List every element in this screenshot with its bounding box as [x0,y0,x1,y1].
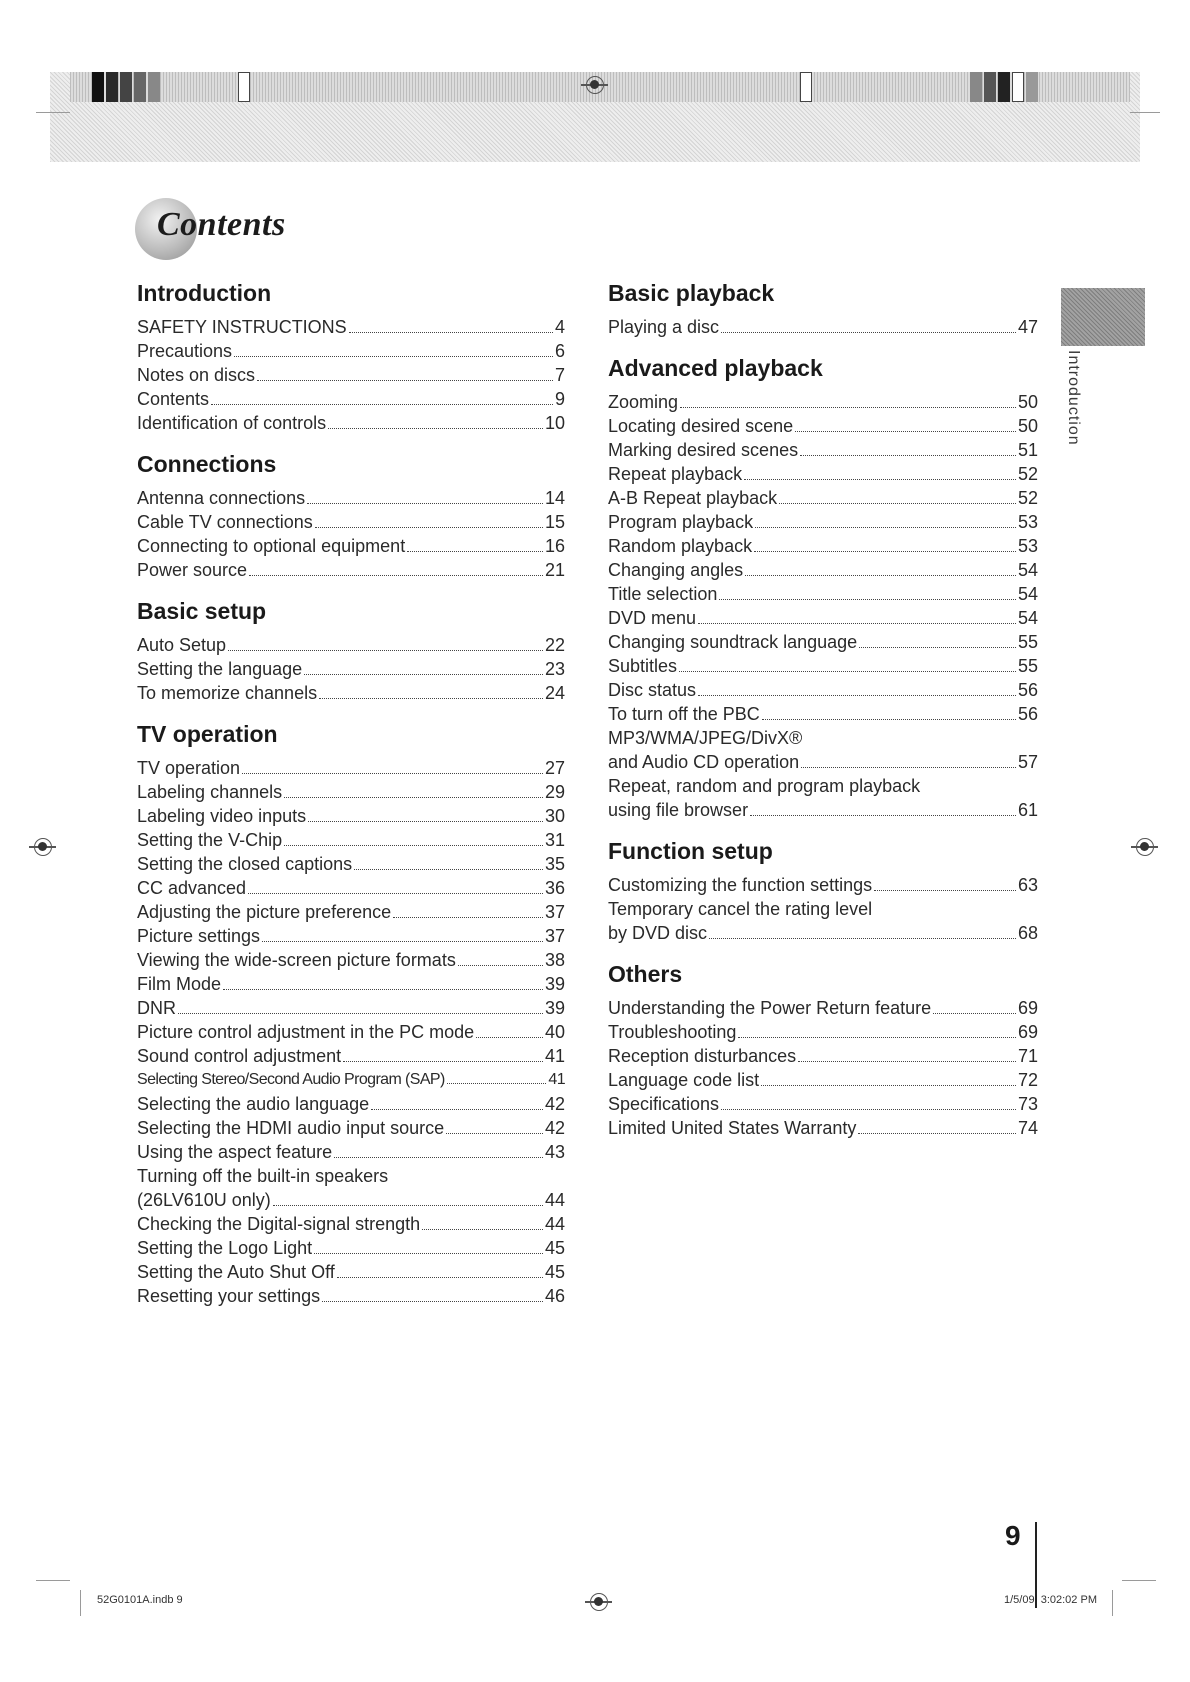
toc-entry[interactable]: Limited United States Warranty 74 [608,1118,1038,1138]
toc-entry[interactable]: Auto Setup 22 [137,635,565,655]
toc-entry[interactable]: Program playback 53 [608,512,1038,532]
toc-entry[interactable]: Subtitles 55 [608,656,1038,676]
toc-entry[interactable]: Zooming 50 [608,392,1038,412]
toc-entry[interactable]: Language code list 72 [608,1070,1038,1090]
toc-entry[interactable]: Random playback 53 [608,536,1038,556]
toc-entry[interactable]: Power source 21 [137,560,565,580]
toc-entry[interactable]: A-B Repeat playback 52 [608,488,1038,508]
toc-entry[interactable]: Cable TV connections 15 [137,512,565,532]
toc-entry[interactable]: DVD menu 54 [608,608,1038,628]
toc-entry[interactable]: Identification of controls 10 [137,413,565,433]
toc-entry[interactable]: (26LV610U only) 44 [137,1190,565,1210]
toc-entry[interactable]: Picture control adjustment in the PC mode 40 [137,1022,565,1042]
toc-entry[interactable]: Title selection 54 [608,584,1038,604]
toc-entry[interactable]: Specifications 73 [608,1094,1038,1114]
toc-section-others [608,959,1038,1140]
toc-entry[interactable]: Changing angles 54 [608,560,1038,580]
trim-line-bottom-right-vert [1112,1590,1113,1616]
toc-entry[interactable]: Reception disturbances 71 [608,1046,1038,1066]
toc-entry[interactable]: Setting the Logo Light 45 [137,1238,565,1258]
toc-section-basic-playback [608,278,1038,339]
toc-entry[interactable]: Setting the closed captions 35 [137,854,565,874]
toc-entry[interactable]: Using the aspect feature 43 [137,1142,565,1162]
toc-entry[interactable]: TV operation 27 [137,758,565,778]
trim-line-top-right [1130,112,1160,113]
toc-entry[interactable]: Connecting to optional equipment 16 [137,536,565,556]
trim-line-top-left [36,112,70,113]
toc-section-introduction [137,278,565,435]
toc-entry[interactable]: Locating desired scene 50 [608,416,1038,436]
section-heading: Connections [137,451,277,477]
toc-entry[interactable]: Viewing the wide-screen picture formats 38 [137,950,565,970]
toc-entry[interactable]: Picture settings 37 [137,926,565,946]
toc-entry[interactable]: Checking the Digital-signal strength 44 [137,1214,565,1234]
toc-entry[interactable]: Setting the Auto Shut Off 45 [137,1262,565,1282]
toc-entry[interactable]: Playing a disc 47 [608,317,1038,337]
toc-entry[interactable]: MP3/WMA/JPEG/DivX® [608,728,803,748]
toc-entry[interactable]: Sound control adjustment 41 [137,1046,565,1066]
toc-entry[interactable]: Understanding the Power Return feature 69 [608,998,1038,1018]
toc-entry[interactable]: Disc status 56 [608,680,1038,700]
registration-mark-right [1136,838,1154,856]
page-number: 9 [1005,1520,1021,1551]
chapter-side-label: Introduction [1065,350,1082,446]
trim-line-bottom-left [36,1580,70,1581]
section-heading: Basic setup [137,598,267,624]
toc-entry[interactable]: Adjusting the picture preference 37 [137,902,565,922]
toc-entry[interactable]: Turning off the built-in speakers [137,1166,389,1186]
toc-entry[interactable]: Selecting the HDMI audio input source 42 [137,1118,565,1138]
toc-entry[interactable]: Precautions 6 [137,341,565,361]
toc-entry[interactable]: To memorize channels 24 [137,683,565,703]
chapter-side-tab [1061,288,1145,346]
section-heading: TV operation [137,721,278,747]
toc-entry[interactable]: and Audio CD operation 57 [608,752,1038,772]
toc-entry[interactable]: SAFETY INSTRUCTIONS 4 [137,317,565,337]
toc-entry[interactable]: Marking desired scenes 51 [608,440,1038,460]
footer-time: 3:02:02 PM [1040,1594,1097,1606]
toc-entry[interactable]: Notes on discs 7 [137,365,565,385]
section-heading: Function setup [608,838,773,864]
toc-entry[interactable]: Film Mode 39 [137,974,565,994]
section-heading: Introduction [137,280,272,306]
page-title-text: Contents [157,206,286,243]
toc-section-function-setup [608,836,1038,945]
footer-file-info: 52G0101A.indb 9 [97,1594,183,1606]
toc-entry[interactable]: Changing soundtrack language 55 [608,632,1038,652]
trim-line-bottom-left-vert [80,1590,81,1616]
toc-entry[interactable]: To turn off the PBC 56 [608,704,1038,724]
toc-entry[interactable]: Contents 9 [137,389,565,409]
page-title [135,198,375,262]
toc-section-advanced-playback [608,353,1038,822]
toc-entry[interactable]: Setting the V-Chip 31 [137,830,565,850]
toc-entry[interactable]: Selecting the audio language 42 [137,1094,565,1114]
section-heading: Others [608,961,683,987]
trim-line-bottom-right [1122,1580,1156,1581]
toc-entry[interactable]: Temporary cancel the rating level [608,899,873,919]
toc-entry[interactable]: Labeling video inputs 30 [137,806,565,826]
section-heading: Advanced playback [608,355,823,381]
toc-entry[interactable]: Labeling channels 29 [137,782,565,802]
toc-left-column [137,278,565,1322]
footer-date: 1/5/09 [1004,1594,1035,1606]
toc-entry[interactable]: Repeat, random and program playback [608,776,921,796]
toc-entry[interactable]: Selecting Stereo/Second Audio Program (SAP) 41 [137,1071,565,1088]
toc-entry[interactable]: CC advanced 36 [137,878,565,898]
toc-entry[interactable]: Troubleshooting 69 [608,1022,1038,1042]
toc-entry[interactable]: by DVD disc 68 [608,923,1038,943]
registration-mark-top [586,76,604,94]
section-heading: Basic playback [608,280,775,306]
toc-entry[interactable]: using file browser 61 [608,800,1038,820]
toc-section-connections [137,449,565,582]
footer-timestamp [1004,1594,1097,1606]
toc-entry[interactable]: DNR 39 [137,998,565,1018]
toc-entry[interactable]: Customizing the function settings 63 [608,875,1038,895]
registration-mark-left [34,838,52,856]
registration-mark-bottom [590,1593,608,1611]
toc-entry[interactable]: Repeat playback 52 [608,464,1038,484]
toc-section-tv-operation [137,719,565,1308]
toc-entry[interactable]: Setting the language 23 [137,659,565,679]
toc-right-column [608,278,1038,1154]
toc-section-basic-setup [137,596,565,705]
toc-entry[interactable]: Antenna connections 14 [137,488,565,508]
toc-entry[interactable]: Resetting your settings 46 [137,1286,565,1306]
